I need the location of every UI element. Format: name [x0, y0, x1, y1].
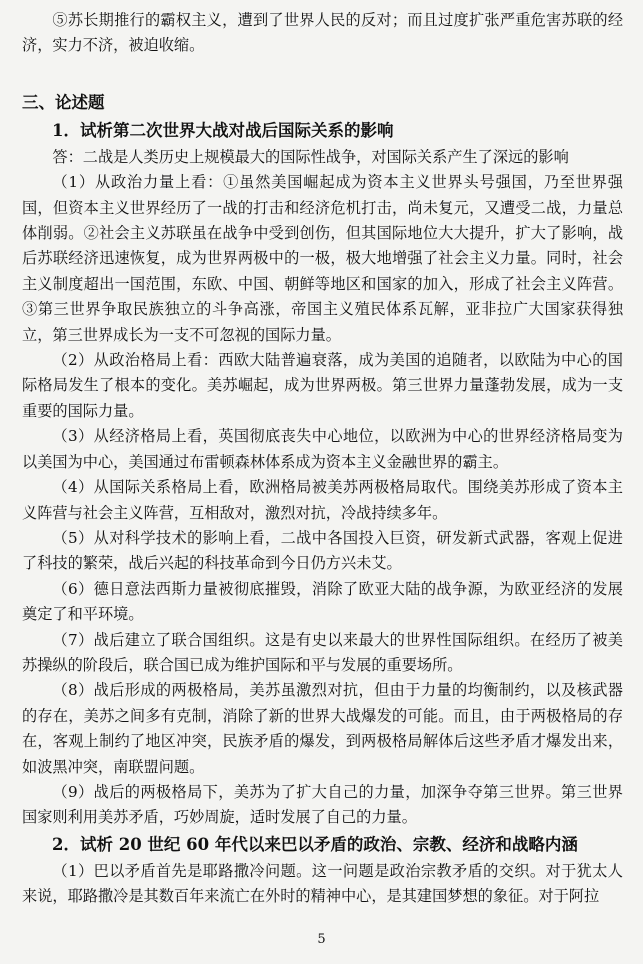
- answer-point-9: （9）战后的两极格局下，美苏为了扩大自己的力量，加深争夺第三世界。第三世界国家则利用美苏矛盾，巧妙周旋，适时发展了自己的力量。: [22, 782, 623, 827]
- answer-point-3: （3）从经济格局上看，英国彻底丧失中心地位，以欧洲为中心的世界经济格局变为以美国为中心，美国通过布雷顿森林体系成为资本主义金融世界的霸主。: [22, 427, 623, 471]
- answer-point-1: （1）从政治力量上看：①虽然美国崛起成为资本主义世界头号强国，乃至世界强国，但资本主义世界经历了一战的打击和经济危机打击，尚未复元，又遭受二战，力量总体削弱。②社会主义苏联虽在战争中受到创伤，但其国际地位大大提升，扩大了影响，战后苏联经济迅速恢复，成为世界两极中的一极，极大地增强了社会主义力量。同时，社会主义制度超出一国范围，东欧、中国、朝鲜等地区和国家的加入，形成了社会主义阵营。③第三世界争取民族独立的斗争高涨，帝国主义殖民体系瓦解，亚非拉广大国家获得独立，第三世界成长为一支不可忽视的国际力量。: [22, 173, 623, 344]
- answer-intro: 答：二战是人类历史上规模最大的国际性战争，对国际关系产生了深远的影响: [52, 147, 569, 166]
- q2-answer-point-1: （1）巴以矛盾首先是耶路撒冷问题。这一问题是政治宗教矛盾的交织。对于犹太人来说，耶路撒冷是其数百年来流亡在外时的精神中心，是其建国梦想的象征。对于阿拉: [22, 861, 623, 906]
- answer-point-7: （7）战后建立了联合国组织。这是有史以来最大的世界性国际组织。在经历了被美苏操纵的阶段后，联合国已成为维护国际和平与发展的重要场所。: [22, 630, 623, 674]
- page-number: 5: [317, 932, 326, 947]
- answer-point-6: （6）德日意法西斯力量被彻底摧毁，消除了欧亚大陆的战争源，为欧亚经济的发展奠定了和平环境。: [22, 579, 623, 624]
- answer-point-4: （4）从国际关系格局上看，欧洲格局被美苏两极格局取代。围绕美苏形成了资本主义阵营与社会主义阵营，互相敌对，激烈对抗，冷战持续多年。: [22, 478, 623, 522]
- question-2-title: 2．试析 20 世纪 60 年代以来巴以矛盾的政治、宗教、经济和战略内涵: [52, 834, 578, 854]
- question-1-title: 1．试析第二次世界大战对战后国际关系的影响: [52, 120, 394, 140]
- answer-point-2: （2）从政治格局上看：西欧大陆普遍衰落，成为美国的追随者，以欧陆为中心的国际格局发生了根本的变化。美苏崛起，成为世界两极。第三世界力量蓬勃发展，成为一支重要的国际力量。: [22, 351, 623, 420]
- answer-point-8: （8）战后形成的两极格局，美苏虽激烈对抗，但由于力量的均衡制约，以及核武器的存在，美苏之间多有克制，消除了新的世界大战爆发的可能。而且，由于两极格局的存在，客观上制约了地区冲突，民族矛盾的爆发，到两极格局解体后这些矛盾才爆发出来，如波黑冲突，南联盟问题。: [22, 681, 623, 776]
- intro-paragraph: ⑤苏长期推行的霸权主义，遭到了世界人民的反对；而且过度扩张严重危害苏联的经济，实力不济，被迫收缩。: [22, 11, 623, 55]
- answer-point-5: （5）从对科学技术的影响上看，二战中各国投入巨资，研发新式武器，客观上促进了科技的繁荣，战后兴起的科技革命到今日仍方兴未艾。: [22, 528, 623, 573]
- section-heading: 三、论述题: [22, 92, 105, 112]
